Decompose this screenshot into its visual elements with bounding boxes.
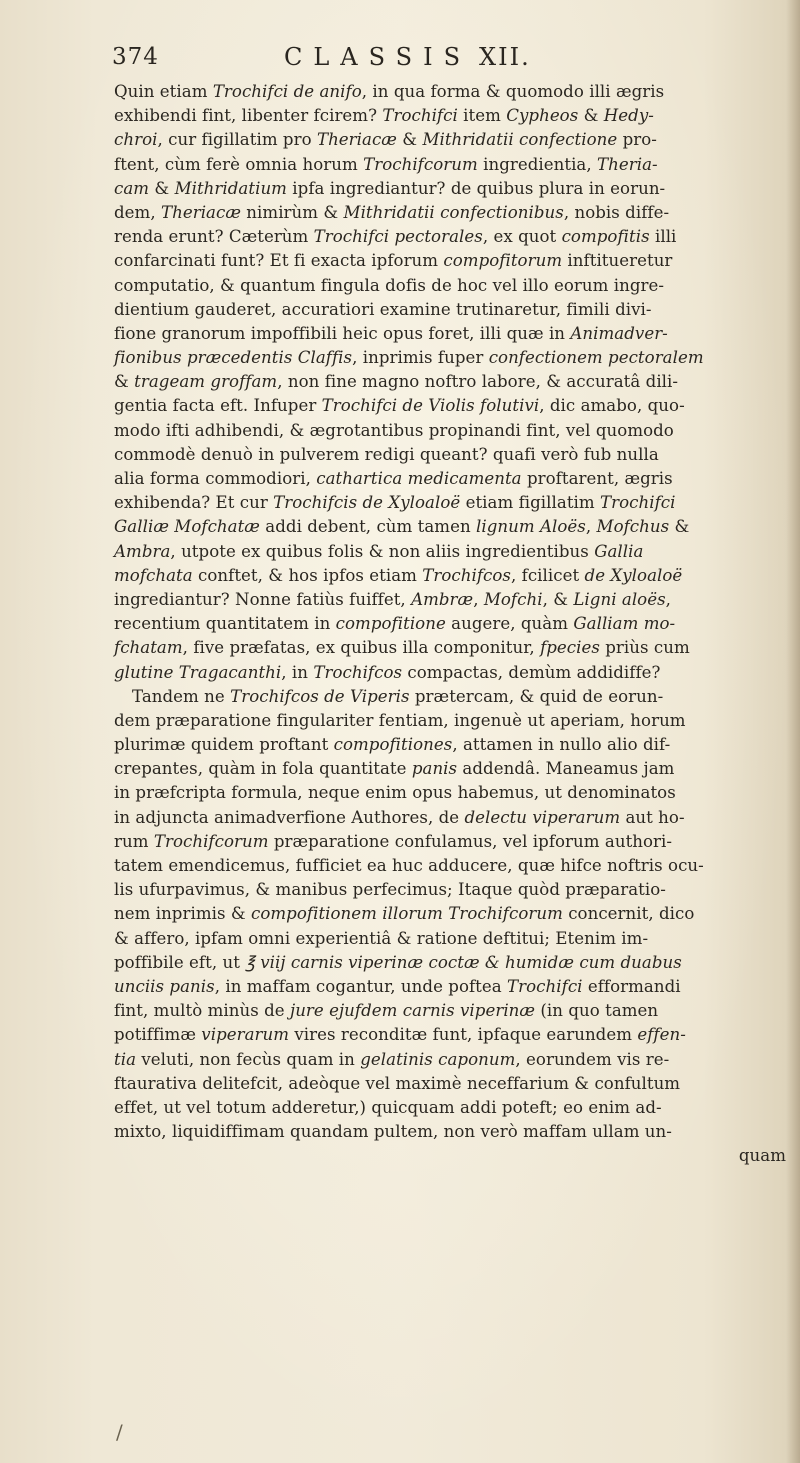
italic-segment: Ligni aloës bbox=[573, 589, 666, 609]
text-segment: , non fine magno noftro labore, & accuratâ dili- bbox=[277, 372, 679, 392]
text-line bbox=[114, 1120, 800, 1144]
italic-segment: Mofchi bbox=[483, 589, 543, 609]
text-segment: & bbox=[396, 130, 423, 150]
text-segment: illi bbox=[649, 227, 677, 247]
catchword bbox=[114, 1144, 800, 1168]
text-segment: , nobis diffe- bbox=[563, 202, 670, 222]
text-line bbox=[114, 274, 800, 298]
text-line bbox=[114, 225, 800, 249]
text-line bbox=[114, 394, 800, 418]
text-line bbox=[114, 322, 800, 346]
text-line bbox=[114, 153, 800, 177]
italic-segment: effen- bbox=[637, 1025, 686, 1045]
text-line bbox=[114, 1096, 800, 1120]
text-segment: præparatione confulamus, vel ipforum authori- bbox=[268, 831, 673, 851]
text-segment: modo ifti adhibendi, & ægrotantibus propinandi fint, vel quomodo bbox=[114, 420, 674, 440]
italic-segment: Theriacæ bbox=[316, 130, 397, 150]
italic-segment: compofitionem illorum Trochifcorum bbox=[251, 904, 563, 924]
text-line bbox=[114, 902, 800, 926]
text-segment: conftet, & hos ipfos etiam bbox=[192, 565, 423, 585]
text-line bbox=[114, 999, 800, 1023]
text-segment: ftaurativa delitefcit, adeòque vel maximè neceffarium & confultum bbox=[114, 1073, 681, 1093]
text-segment: , in qua forma & quomodo illi ægris bbox=[361, 82, 665, 101]
text-line bbox=[114, 491, 800, 515]
italic-segment: tia bbox=[114, 1049, 137, 1069]
text-segment: addendâ. Maneamus jam bbox=[457, 759, 675, 779]
text-line bbox=[114, 685, 800, 709]
text-segment: , in bbox=[281, 662, 314, 682]
italic-segment: Gallia bbox=[594, 541, 644, 561]
text-line bbox=[114, 854, 800, 878]
text-line bbox=[114, 128, 800, 152]
text-segment: , & bbox=[542, 589, 574, 609]
text-segment: alia forma commodiori, bbox=[114, 469, 317, 488]
italic-segment: Mithridatium bbox=[174, 178, 287, 198]
page-number: 374 bbox=[112, 44, 159, 70]
text-line bbox=[114, 419, 800, 443]
italic-segment: mofchata bbox=[114, 565, 193, 585]
text-segment: etiam figillatim bbox=[460, 493, 601, 513]
italic-segment: Mofchus bbox=[596, 517, 670, 537]
italic-segment: Hedy- bbox=[603, 106, 654, 126]
italic-segment: Animadver- bbox=[570, 323, 668, 343]
text-segment: , cur figillatim pro bbox=[157, 130, 317, 150]
text-segment: ingrediantur? Nonne fatiùs fuiffet, bbox=[114, 589, 412, 609]
italic-segment: lignum Aloës bbox=[476, 517, 586, 537]
text-line bbox=[114, 370, 800, 394]
text-segment: ftent, cùm ferè omnia horum bbox=[114, 154, 364, 174]
text-line bbox=[114, 540, 800, 564]
text-segment: recentium quantitatem in bbox=[114, 614, 336, 634]
text-line bbox=[114, 806, 800, 830]
italic-segment: Trochifcos bbox=[313, 662, 403, 682]
text-segment: efformandi bbox=[582, 976, 681, 996]
italic-segment: fionibus præcedentis Claffis bbox=[114, 348, 353, 368]
italic-segment: de Xyloaloë bbox=[584, 565, 683, 585]
text-segment: , utpote ex quibus folis & non aliis ingredientibus bbox=[170, 541, 595, 561]
italic-segment: Trochifcos de Viperis bbox=[230, 686, 410, 706]
text-line bbox=[114, 346, 800, 370]
body-text bbox=[114, 80, 800, 1168]
text-segment: Tandem ne bbox=[132, 686, 231, 706]
text-segment: renda erunt? Cæterùm bbox=[114, 227, 314, 247]
italic-segment: unciis panis bbox=[114, 976, 215, 996]
text-line bbox=[114, 104, 800, 128]
text-segment: in adjuncta animadverfione Authores, de bbox=[114, 807, 465, 827]
italic-segment: Ambra bbox=[114, 541, 171, 561]
italic-segment: chroi bbox=[114, 130, 158, 150]
text-line bbox=[114, 612, 800, 636]
italic-segment: Trochifci de anifo bbox=[212, 82, 362, 101]
text-line bbox=[114, 443, 800, 467]
text-segment: (in quo tamen bbox=[535, 1001, 659, 1021]
italic-segment: Mithridatii confectione bbox=[422, 130, 618, 150]
text-line bbox=[114, 927, 800, 951]
text-line bbox=[114, 564, 800, 588]
text-segment: , bbox=[665, 589, 671, 609]
italic-segment: Trochifci pectorales bbox=[313, 227, 483, 247]
page-header bbox=[112, 40, 732, 74]
text-segment: ipfa ingrediantur? de quibus plura in eorun- bbox=[286, 178, 666, 198]
text-segment: nimirùm & bbox=[240, 202, 344, 222]
text-line bbox=[114, 249, 800, 273]
text-segment: concernit, dico bbox=[562, 904, 695, 924]
text-line bbox=[114, 951, 800, 975]
italic-segment: jure ejufdem carnis viperinæ bbox=[290, 1001, 536, 1021]
text-segment: plurimæ quidem proftant bbox=[114, 735, 334, 755]
text-line bbox=[114, 467, 800, 491]
italic-segment: panis bbox=[411, 759, 458, 779]
text-segment: rum bbox=[114, 831, 154, 851]
text-segment: , dic amabo, quo- bbox=[539, 396, 685, 416]
text-line bbox=[114, 1072, 800, 1096]
italic-segment: ℥ viij carnis viperinæ coctæ & humidæ cum duabus bbox=[245, 952, 682, 972]
text-segment: fint, multò minùs de bbox=[114, 1001, 290, 1021]
text-segment: item bbox=[457, 106, 507, 126]
text-line bbox=[114, 757, 800, 781]
italic-segment: Mithridatii confectionibus bbox=[343, 202, 564, 222]
text-segment: , in maffam cogantur, unde poftea bbox=[214, 976, 508, 996]
text-line bbox=[114, 781, 800, 805]
italic-segment: cam bbox=[114, 178, 150, 198]
text-segment: crepantes, quàm in fola quantitate bbox=[114, 759, 412, 779]
text-segment: compactas, demùm addidiffe? bbox=[402, 662, 661, 682]
text-segment: inftitueretur bbox=[562, 251, 673, 271]
text-line bbox=[114, 515, 800, 539]
text-segment: & bbox=[578, 106, 604, 126]
text-segment: & bbox=[669, 517, 690, 537]
text-line bbox=[114, 298, 800, 322]
running-head-title: CLASSIS bbox=[284, 43, 472, 71]
italic-segment: Cypheos bbox=[506, 106, 579, 126]
text-line bbox=[114, 588, 800, 612]
italic-segment: confectionem pectoralem bbox=[488, 348, 704, 368]
text-segment: poffibile eft, ut bbox=[114, 952, 246, 972]
text-segment: & affero, ipfam omni experientiâ & ratione deftitui; Etenim im- bbox=[114, 928, 649, 948]
text-segment: dem præparatione fingulariter fentiam, ingenuè ut aperiam, horum bbox=[114, 710, 686, 730]
italic-segment: Theriacæ bbox=[160, 202, 241, 222]
text-segment: , eorundem vis re- bbox=[515, 1049, 670, 1069]
text-segment: , ex quot bbox=[482, 227, 562, 247]
italic-segment: compofitione bbox=[335, 614, 446, 634]
italic-segment: gelatinis caponum bbox=[360, 1049, 516, 1069]
text-line bbox=[114, 878, 800, 902]
italic-segment: trageam groffam bbox=[134, 372, 278, 392]
text-segment: , fcilicet bbox=[511, 565, 585, 585]
text-segment: veluti, non fecùs quam in bbox=[136, 1049, 361, 1069]
text-segment: commodè denuò in pulverem redigi queant? quafi verò fub nulla bbox=[114, 444, 659, 464]
text-segment: priùs cum bbox=[599, 638, 690, 658]
italic-segment: cathartica medicamenta bbox=[316, 469, 522, 488]
text-segment: pro- bbox=[617, 130, 657, 150]
text-line bbox=[114, 201, 800, 225]
text-segment: , bbox=[473, 589, 484, 609]
text-line bbox=[114, 636, 800, 660]
text-segment: & bbox=[114, 372, 135, 392]
text-segment: exhibendi fint, libenter fcirem? bbox=[114, 106, 383, 126]
text-segment: vires reconditæ funt, ipfaque earundem bbox=[289, 1025, 638, 1045]
text-segment: augere, quàm bbox=[445, 614, 574, 634]
text-segment: , inprimis fuper bbox=[352, 348, 489, 368]
italic-segment: Galliam mo- bbox=[573, 614, 676, 634]
text-segment: potiffimæ bbox=[114, 1025, 202, 1045]
text-line bbox=[114, 661, 800, 685]
italic-segment: Theria- bbox=[597, 154, 658, 174]
text-segment: gentia facta eft. Infuper bbox=[114, 396, 322, 416]
italic-segment: fpecies bbox=[540, 638, 600, 658]
text-segment: confarcinati funt? Et fi exacta ipforum bbox=[114, 251, 444, 271]
italic-segment: fchatam bbox=[114, 638, 183, 658]
text-segment: aut ho- bbox=[620, 807, 685, 827]
text-segment: , five præfatas, ex quibus illa componitur, bbox=[182, 638, 541, 658]
italic-segment: Galliæ Mofchatæ bbox=[114, 517, 260, 537]
text-segment: quam bbox=[738, 1146, 786, 1166]
text-segment: addi debent, cùm tamen bbox=[259, 517, 477, 537]
running-head bbox=[284, 40, 531, 74]
text-line bbox=[114, 177, 800, 201]
italic-segment: Trochifci bbox=[507, 976, 583, 996]
italic-segment: Trochifci bbox=[600, 493, 676, 513]
text-line bbox=[114, 975, 800, 999]
text-segment: in præfcripta formula, neque enim opus habemus, ut denominatos bbox=[114, 783, 676, 803]
italic-segment: glutine Tragacanthi bbox=[114, 662, 282, 682]
text-line bbox=[114, 709, 800, 733]
text-segment: mixto, liquidiffimam quandam pultem, non verò maffam ullam un- bbox=[114, 1122, 672, 1142]
text-line bbox=[114, 733, 800, 757]
text-segment: proftarent, ægris bbox=[521, 469, 673, 488]
italic-segment: compofitis bbox=[561, 227, 650, 247]
text-segment: & bbox=[149, 178, 175, 198]
text-segment: ingredientia, bbox=[477, 154, 598, 174]
text-segment: dem, bbox=[114, 202, 161, 222]
text-segment: computatio, & quantum fingula dofis de hoc vel illo eorum ingre- bbox=[114, 275, 665, 295]
text-segment: , attamen in nullo alio dif- bbox=[452, 735, 671, 755]
text-segment: exhibenda? Et cur bbox=[114, 493, 274, 513]
text-segment: fione granorum impoffibili heic opus foret, illi quæ in bbox=[114, 323, 571, 343]
italic-segment: Trochifcis de Xyloaloë bbox=[273, 493, 461, 513]
italic-segment: Trochifci bbox=[382, 106, 458, 126]
text-line bbox=[114, 830, 800, 854]
text-segment: lis ufurpavimus, & manibus perfecimus; Itaque quòd præparatio- bbox=[114, 880, 666, 900]
italic-segment: Ambræ bbox=[411, 589, 474, 609]
text-segment: , bbox=[585, 517, 597, 537]
italic-segment: viperarum bbox=[201, 1025, 290, 1045]
text-segment: effet, ut vel totum adderetur,) quicquam addi poteft; eo enim ad- bbox=[114, 1097, 662, 1117]
text-segment: dientium gauderet, accuratiori examine trutinaretur, fimili divi- bbox=[114, 299, 652, 319]
italic-segment: Trochifcorum bbox=[153, 831, 269, 851]
italic-segment: Trochifcorum bbox=[363, 154, 478, 174]
running-head-numeral: XII. bbox=[479, 43, 531, 71]
text-line bbox=[114, 1023, 800, 1047]
text-segment: nem inprimis & bbox=[114, 904, 252, 924]
text-segment: tatem emendicemus, fufficiet ea huc adducere, quæ hifce noftris ocu- bbox=[114, 856, 704, 875]
text-line bbox=[114, 1048, 800, 1072]
italic-segment: compofitorum bbox=[443, 251, 563, 271]
text-line bbox=[114, 80, 800, 104]
italic-segment: Trochifci de Violis folutivi bbox=[321, 396, 540, 416]
text-segment: prætercam, & quid de eorun- bbox=[409, 686, 664, 706]
italic-segment: delectu viperarum bbox=[464, 807, 621, 827]
text-segment: Quin etiam bbox=[114, 82, 213, 101]
footer-mark: / bbox=[116, 1420, 123, 1444]
italic-segment: Trochifcos bbox=[422, 565, 511, 585]
italic-segment: compofitiones bbox=[333, 735, 453, 755]
